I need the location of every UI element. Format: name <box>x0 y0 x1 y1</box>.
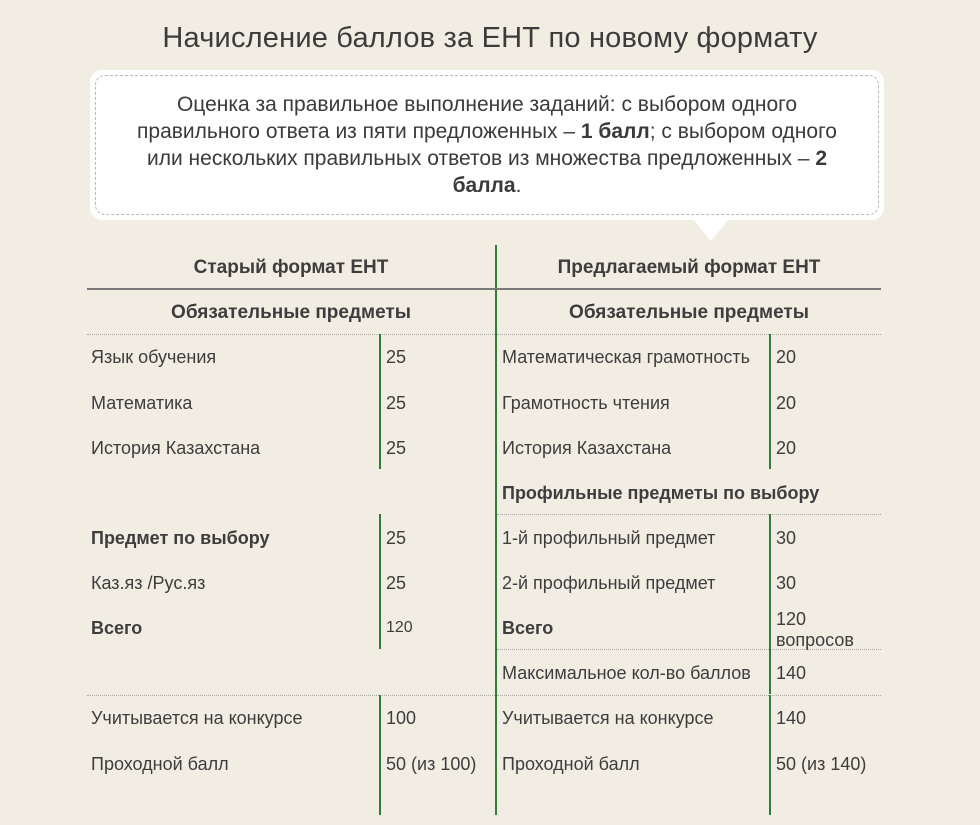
callout-tail <box>693 219 729 241</box>
old-row-label: Математика <box>91 393 193 413</box>
new-row-value: 140 <box>776 708 807 728</box>
new-row-label: Проходной балл <box>502 754 640 774</box>
new-row-value: 30 <box>776 528 797 548</box>
new-row-value <box>776 609 854 651</box>
old-row-label: Каз.яз /Рус.яз <box>91 573 206 593</box>
old-row-label: Учитывается на конкурсе <box>91 708 303 728</box>
value-separator <box>379 514 381 649</box>
new-row-label: Учитывается на конкурсе <box>502 708 714 728</box>
note-bold-1: 1 балл <box>580 120 650 143</box>
old-row-value: 120 <box>386 619 413 636</box>
note-text-3: . <box>515 174 522 197</box>
new-row-label: 1-й профильный предмет <box>502 528 716 548</box>
new-row-value: 140 <box>776 663 807 683</box>
new-format-header: Предлагаемый формат ЕНТ <box>557 257 821 278</box>
old-row-label: Всего <box>91 618 143 638</box>
new-row-value: 30 <box>776 573 797 593</box>
new-row-value: 20 <box>776 393 797 413</box>
old-row-value: 25 <box>386 347 407 367</box>
new-total-unit: вопросов <box>776 630 854 650</box>
value-separator <box>379 334 381 469</box>
row-divider <box>497 695 881 696</box>
value-separator <box>379 695 381 815</box>
header-rule <box>87 288 881 290</box>
note-text-2: ; с выбором одного или нескольких правильных ответов из множества предложенных – <box>147 120 837 170</box>
new-row-value: 20 <box>776 438 797 458</box>
new-section-header: Обязательные предметы <box>569 302 809 323</box>
new-row-label: 2-й профильный предмет <box>502 573 716 593</box>
new-total-value: 120 <box>776 609 807 629</box>
old-row-value: 25 <box>386 528 407 548</box>
info-callout <box>90 70 884 220</box>
new-row-label: Грамотность чтения <box>502 393 670 413</box>
row-divider <box>87 334 495 335</box>
new-row-label: Математическая грамотность <box>502 347 750 367</box>
new-row-label: История Казахстана <box>502 438 672 458</box>
value-separator <box>769 695 771 815</box>
new-row-value: 20 <box>776 347 797 367</box>
old-row-value: 50 (из 100) <box>386 754 477 774</box>
old-row-label: Проходной балл <box>91 754 229 774</box>
old-row-value: 100 <box>386 708 417 728</box>
note-bold-2: 2 балла <box>452 147 827 197</box>
row-divider <box>497 514 881 515</box>
new-row-value: 50 (из 140) <box>776 754 867 774</box>
note-text-1: Оценка за правильное выполнение заданий: с выбором одного правильного ответа из пяти предложенных – <box>137 93 798 143</box>
old-row-value: 25 <box>386 438 407 458</box>
old-row-label: История Казахстана <box>91 438 261 458</box>
old-row-value: 25 <box>386 573 407 593</box>
old-row-label: Предмет по выбору <box>91 528 270 548</box>
new-row-label: Максимальное кол-во баллов <box>502 663 751 683</box>
old-row-label: Язык обучения <box>91 347 217 367</box>
value-separator <box>769 334 771 469</box>
info-callout-text <box>95 75 879 215</box>
old-row-value: 25 <box>386 393 407 413</box>
column-divider <box>495 245 497 815</box>
profile-section-header: Профильные предметы по выбору <box>502 483 820 503</box>
old-section-header: Обязательные предметы <box>171 302 411 323</box>
old-format-header: Старый формат ЕНТ <box>193 257 389 278</box>
page-title: Начисление баллов за ЕНТ по новому формату <box>162 22 818 54</box>
new-row-label: Всего <box>502 618 554 638</box>
row-divider <box>87 695 495 696</box>
row-divider <box>497 334 881 335</box>
value-separator <box>769 514 771 694</box>
